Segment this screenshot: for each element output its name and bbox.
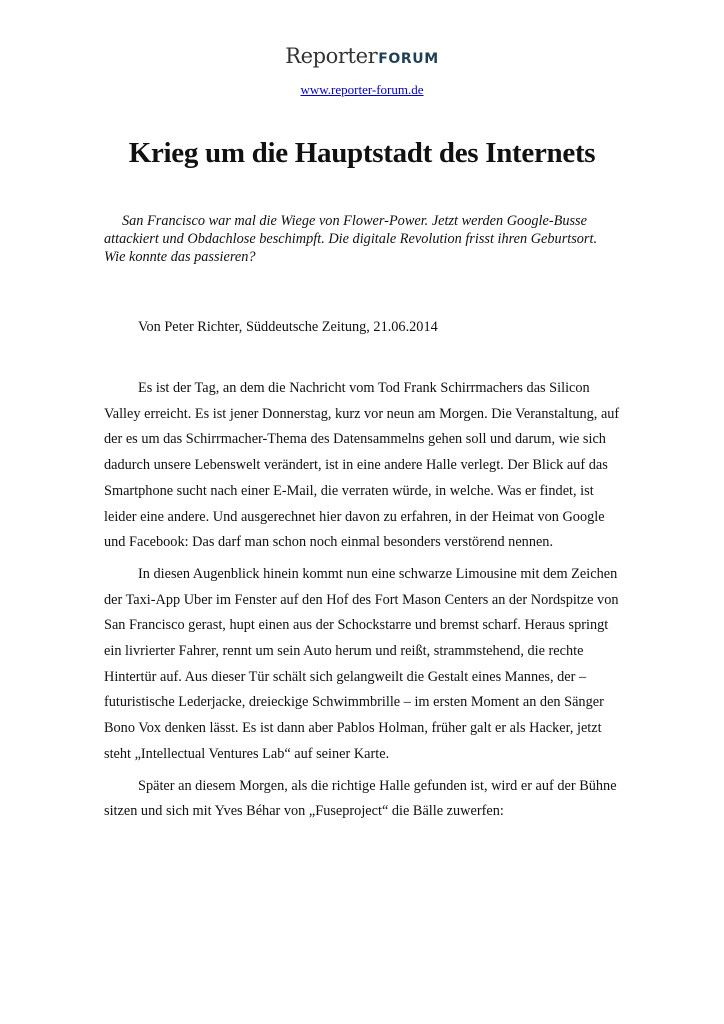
reporterforum-logo [0,46,724,67]
logo-forum-text: FORUM [378,51,439,67]
article-body [104,376,620,831]
article-teaser: San Francisco war mal die Wiege von Flower-Power. Jetzt werden Google-Busse attackiert und Obdachlose beschimpft. Die digitale Revolution frisst ihren Geburtsort. Wie konnte das passieren? [104,213,598,265]
body-paragraph: In diesen Augenblick hinein kommt nun eine schwarze Limousine mit dem Zeichen der Taxi-App Uber im Fenster auf den Hof des Fort Mason Centers an der Nordspitze von San Francisco gerast, hupt einen aus der Schockstarre und bremst scharf. Heraus springt ein livrierter Fahrer, rennt um sein Auto herum und reißt, strammstehend, die rechte Hintertür auf. Aus dieser Tür schält sich gelangweilt die Gestalt eines Mannes, der – futuristische Lederjacke, dreieckige Schwimmbrille – im ersten Moment an den Sänger Bono Vox denken lässt. Es ist dann aber Pablos Holman, früher galt er als Hacker, jetzt steht „Intellectual Ventures Lab“ auf seiner Karte. [104,565,619,762]
body-paragraph: Später an diesem Morgen, als die richtige Halle gefunden ist, wird er auf der Bühne sitzen und sich mit Yves Béhar von „Fuseproject“ die Bälle zuwerfen: [104,777,617,820]
source-link[interactable]: www.reporter-forum.de [300,82,424,97]
logo-reporter-text: Reporter [285,44,378,68]
article-title: Krieg um die Hauptstadt des Internets [128,137,596,169]
body-paragraph: Es ist der Tag, an dem die Nachricht vom Tod Frank Schirrmachers das Silicon Valley erreicht. Es ist jener Donnerstag, kurz vor neun am Morgen. Die Veranstaltung, auf der es um das Schirrmacher-Thema des Datensammelns gehen soll und darum, wie sich dadurch unsere Lebenswelt verändert, ist in eine andere Halle verlegt. Der Blick auf das Smartphone sucht nach einer E-Mail, die verraten würde, in welche. Was er findet, ist leider eine andere. Und ausgerechnet hier davon zu erfahren, in der Heimat von Google und Facebook: Das darf man schon noch einmal besonders verstörend nennen. [104,380,620,551]
article-byline: Von Peter Richter, Süddeutsche Zeitung, 21.06.2014 [138,319,438,335]
